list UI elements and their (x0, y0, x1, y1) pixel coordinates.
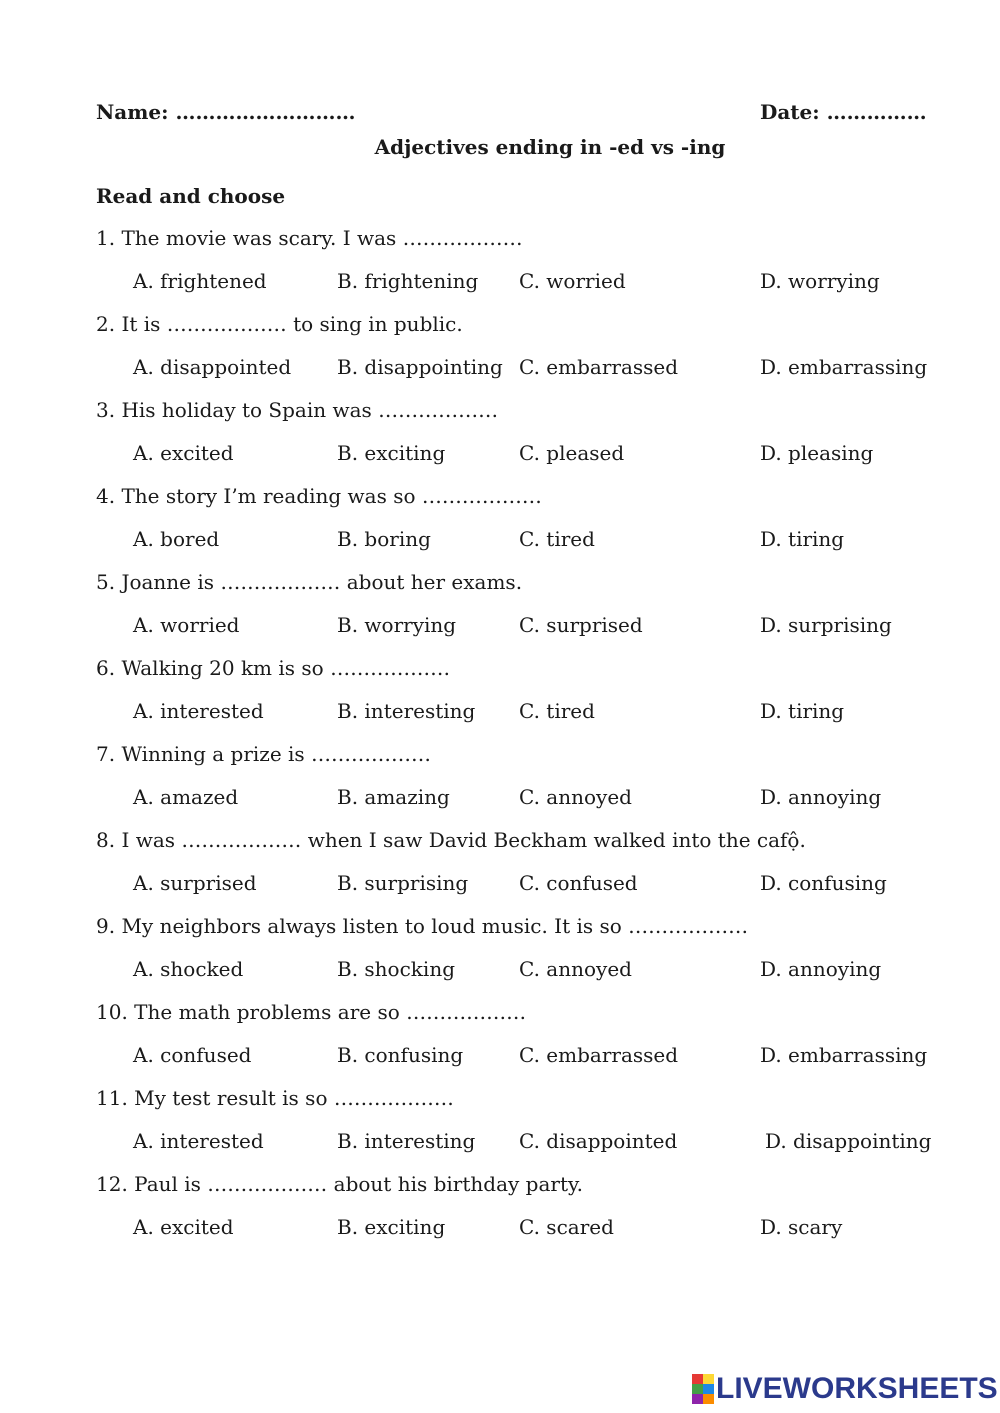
question-text: 3. His holiday to Spain was ……………… (96, 398, 499, 422)
option-a[interactable]: A. excited (133, 1215, 234, 1239)
question-text: 12. Paul is ……………… about his birthday party. (96, 1172, 583, 1196)
option-b[interactable]: B. interesting (337, 699, 476, 723)
question-list (96, 226, 976, 1258)
question-text: 11. My test result is so ……………… (96, 1086, 454, 1110)
option-a[interactable]: A. amazed (133, 785, 239, 809)
option-d[interactable]: D. surprising (760, 613, 892, 637)
option-a[interactable]: A. worried (133, 613, 240, 637)
option-a[interactable]: A. bored (133, 527, 220, 551)
question-4 (96, 484, 976, 570)
liveworksheets-icon (692, 1374, 714, 1404)
option-a[interactable]: A. disappointed (133, 355, 292, 379)
question-10 (96, 1000, 976, 1086)
question-text: 2. It is ……………… to sing in public. (96, 312, 463, 336)
question-1 (96, 226, 976, 312)
option-b[interactable]: B. frightening (337, 269, 479, 293)
option-c[interactable]: C. worried (519, 269, 626, 293)
date-field: Date: …………… (760, 100, 927, 124)
section-heading: Read and choose (96, 184, 286, 208)
question-5 (96, 570, 976, 656)
option-b[interactable]: B. confusing (337, 1043, 464, 1067)
option-d[interactable]: D. scary (760, 1215, 843, 1239)
option-b[interactable]: B. surprising (337, 871, 469, 895)
option-d[interactable]: D. confusing (760, 871, 887, 895)
option-b[interactable]: B. shocking (337, 957, 455, 981)
option-c[interactable]: C. tired (519, 699, 595, 723)
option-c[interactable]: C. surprised (519, 613, 643, 637)
question-text: 8. I was ……………… when I saw David Beckham walked into the cafộ. (96, 828, 806, 852)
option-a[interactable]: A. interested (133, 1129, 264, 1153)
option-d[interactable]: D. worrying (760, 269, 880, 293)
option-c[interactable]: C. embarrassed (519, 355, 679, 379)
option-d[interactable]: D. disappointing (765, 1129, 932, 1153)
option-b[interactable]: B. disappointing (337, 355, 503, 379)
option-d[interactable]: D. annoying (760, 785, 882, 809)
question-7 (96, 742, 976, 828)
option-b[interactable]: B. amazing (337, 785, 450, 809)
question-text: 4. The story I’m reading was so ……………… (96, 484, 542, 508)
question-text: 9. My neighbors always listen to loud music. It is so ……………… (96, 914, 749, 938)
question-9 (96, 914, 976, 1000)
option-b[interactable]: B. interesting (337, 1129, 476, 1153)
option-c[interactable]: C. tired (519, 527, 595, 551)
option-a[interactable]: A. confused (133, 1043, 252, 1067)
logo-text: LIVEWORKSHEETS (716, 1372, 998, 1405)
question-text: 6. Walking 20 km is so ……………… (96, 656, 451, 680)
option-a[interactable]: A. shocked (133, 957, 244, 981)
question-11 (96, 1086, 976, 1172)
option-d[interactable]: D. tiring (760, 527, 845, 551)
option-d[interactable]: D. embarrassing (760, 1043, 928, 1067)
question-12 (96, 1172, 976, 1258)
option-b[interactable]: B. exciting (337, 1215, 446, 1239)
option-a[interactable]: A. frightened (133, 269, 267, 293)
option-c[interactable]: C. confused (519, 871, 638, 895)
question-8 (96, 828, 976, 914)
option-c[interactable]: C. disappointed (519, 1129, 678, 1153)
question-text: 7. Winning a prize is ……………… (96, 742, 432, 766)
option-b[interactable]: B. exciting (337, 441, 446, 465)
question-6 (96, 656, 976, 742)
option-c[interactable]: C. pleased (519, 441, 625, 465)
option-d[interactable]: D. tiring (760, 699, 845, 723)
option-a[interactable]: A. surprised (133, 871, 257, 895)
option-c[interactable]: C. annoyed (519, 785, 632, 809)
option-b[interactable]: B. boring (337, 527, 431, 551)
liveworksheets-logo (692, 1372, 998, 1406)
option-c[interactable]: C. scared (519, 1215, 614, 1239)
question-text: 10. The math problems are so ……………… (96, 1000, 527, 1024)
question-text: 5. Joanne is ……………… about her exams. (96, 570, 523, 594)
question-2 (96, 312, 976, 398)
option-d[interactable]: D. annoying (760, 957, 882, 981)
option-a[interactable]: A. interested (133, 699, 264, 723)
option-c[interactable]: C. annoyed (519, 957, 632, 981)
question-text: 1. The movie was scary. I was ……………… (96, 226, 523, 250)
option-b[interactable]: B. worrying (337, 613, 457, 637)
worksheet-title: Adjectives ending in -ed vs -ing (374, 135, 726, 159)
option-c[interactable]: C. embarrassed (519, 1043, 679, 1067)
option-d[interactable]: D. embarrassing (760, 355, 928, 379)
name-field: Name: ……………………… (96, 100, 356, 124)
question-3 (96, 398, 976, 484)
option-d[interactable]: D. pleasing (760, 441, 874, 465)
option-a[interactable]: A. excited (133, 441, 234, 465)
